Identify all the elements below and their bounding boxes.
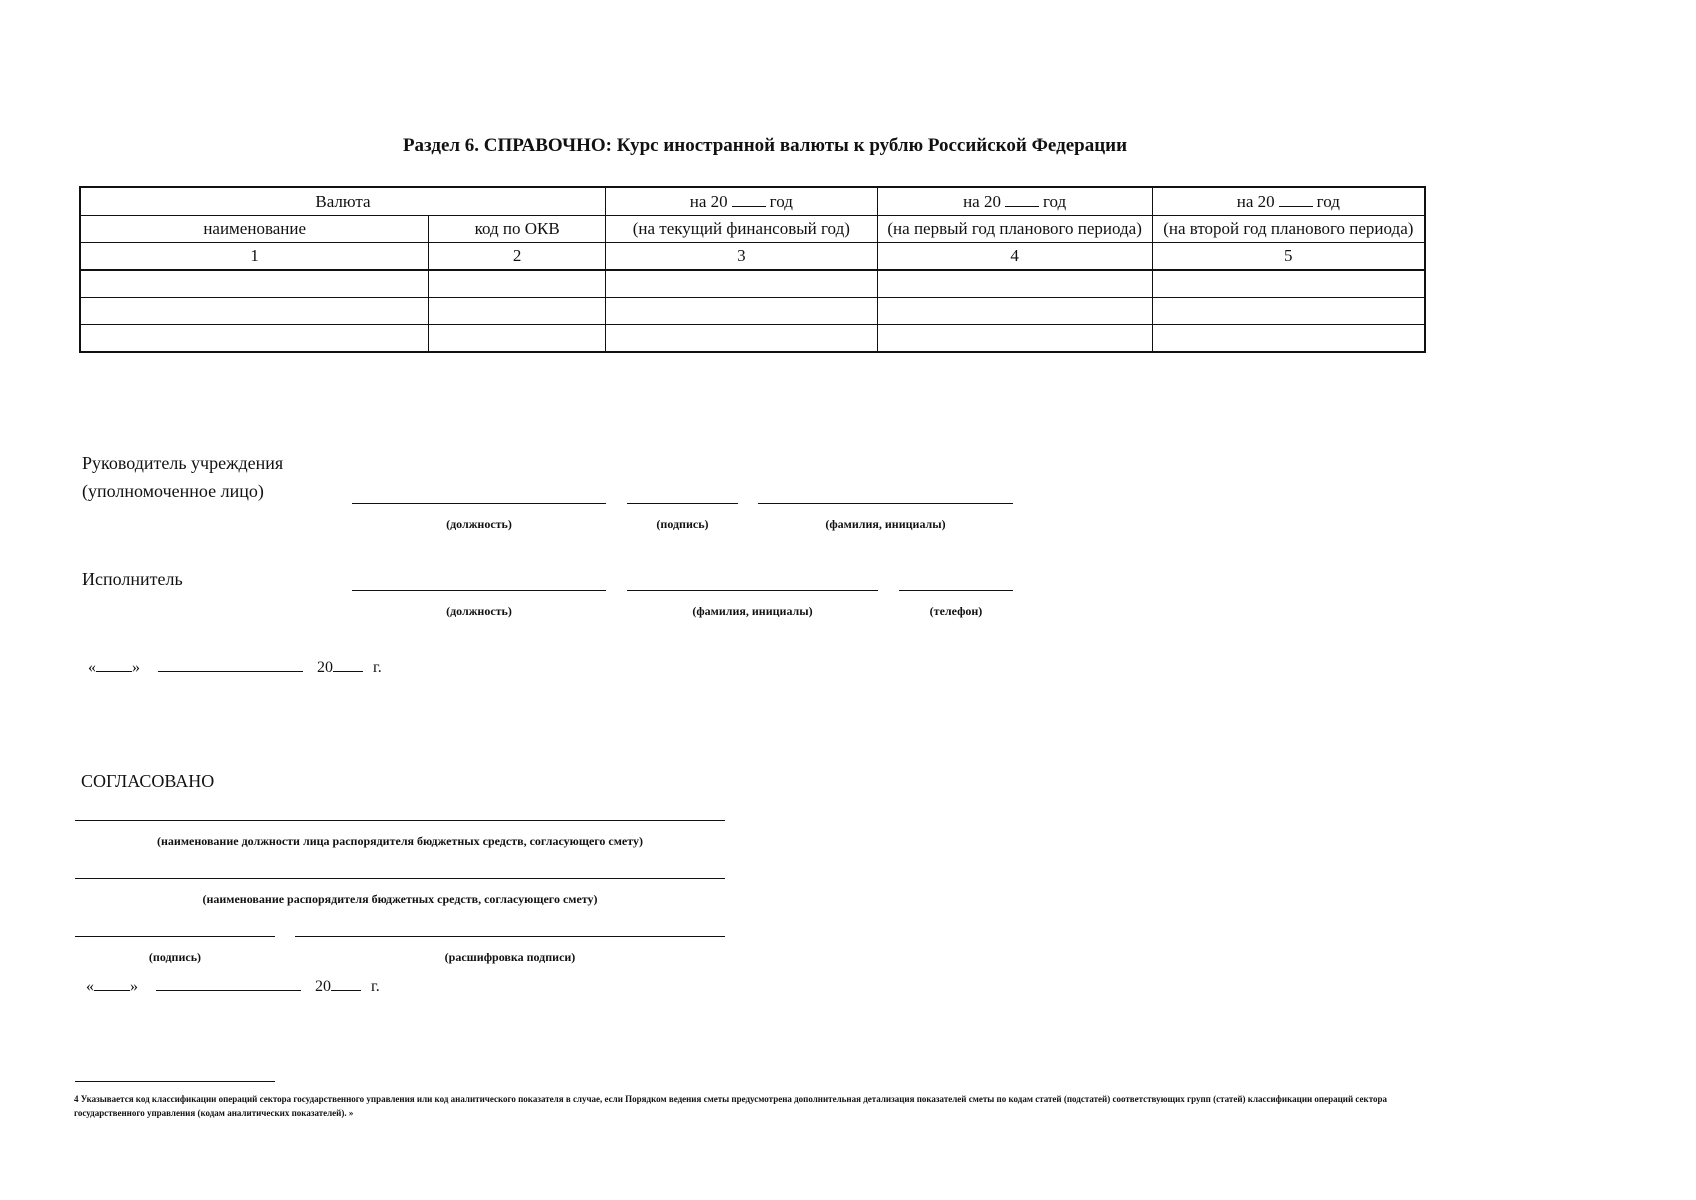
caption-position: (должность) [446, 517, 512, 531]
period-current: (на текущий финансовый год) [605, 216, 877, 243]
approver-decoding-line[interactable] [295, 936, 725, 937]
col-number: 1 [80, 243, 429, 271]
col-header-code: код по ОКВ [429, 216, 606, 243]
col-number: 3 [605, 243, 877, 271]
executor-name-line[interactable] [627, 590, 878, 591]
approver-signature-line[interactable] [75, 936, 275, 937]
caption-approver-org: (наименование распорядителя бюджетных средств, согласующего смету) [202, 892, 598, 906]
footnote-separator [75, 1081, 275, 1082]
currency-group-header: Валюта [80, 187, 605, 216]
executor-position-line[interactable] [352, 590, 606, 591]
col-number: 5 [1152, 243, 1425, 271]
caption-signature: (подпись) [656, 517, 709, 531]
caption-approver-signature: (подпись) [148, 950, 202, 964]
executor-label: Исполнитель [82, 569, 183, 589]
table-header-row-2 [80, 216, 1425, 243]
caption-position: (должность) [446, 604, 512, 618]
caption-approver-position: (наименование должности лица распорядителя бюджетных средств, согласующего смету) [157, 834, 643, 848]
footnote: 4 Указывается код классификации операций сектора государственного управления или код аналитического показателя в случае, если Порядком ведения сметы предусмотрена дополнительная детализация показателей сметы по кодам статей (подстатей) соответствующих групп (статей) классификации операций сектора государственного управления (кодам аналитических показателей). » [74, 1094, 1388, 1118]
head-label-line2: (уполномоченное лицо) [82, 481, 264, 501]
head-signature-line[interactable] [627, 503, 738, 504]
table-row [80, 270, 1425, 298]
section-title: Раздел 6. СПРАВОЧНО: Курс иностранной валюты к рублю Российской Федерации [402, 135, 1128, 156]
head-label-line1: Руководитель учреждения [82, 453, 284, 473]
col-number: 4 [877, 243, 1152, 271]
year-header-current: на 20 год [605, 187, 877, 216]
caption-approver-decoding: (расшифровка подписи) [444, 950, 576, 964]
column-numbers-row [80, 243, 1425, 271]
table-header-row-1 [80, 187, 1425, 216]
approved-label: СОГЛАСОВАНО [81, 771, 215, 791]
head-position-line[interactable] [352, 503, 606, 504]
caption-name: (фамилия, инициалы) [692, 604, 813, 618]
table-row [80, 325, 1425, 353]
date-field-1[interactable]: « » 20 г. [88, 659, 382, 676]
year-header-first-plan: на 20 год [877, 187, 1152, 216]
year-header-second-plan: на 20 год [1152, 187, 1425, 216]
date-field-2[interactable]: « » 20 г. [86, 978, 380, 995]
period-first-plan: (на первый год планового периода) [877, 216, 1152, 243]
approver-org-line[interactable] [75, 878, 725, 879]
head-name-line[interactable] [758, 503, 1013, 504]
col-number: 2 [429, 243, 606, 271]
approver-position-line[interactable] [75, 820, 725, 821]
table-row [80, 298, 1425, 325]
col-header-name: наименование [80, 216, 429, 243]
caption-name: (фамилия, инициалы) [825, 517, 946, 531]
currency-rate-table [79, 186, 1426, 353]
caption-phone: (телефон) [929, 604, 983, 618]
executor-phone-line[interactable] [899, 590, 1013, 591]
period-second-plan: (на второй год планового периода) [1152, 216, 1425, 243]
